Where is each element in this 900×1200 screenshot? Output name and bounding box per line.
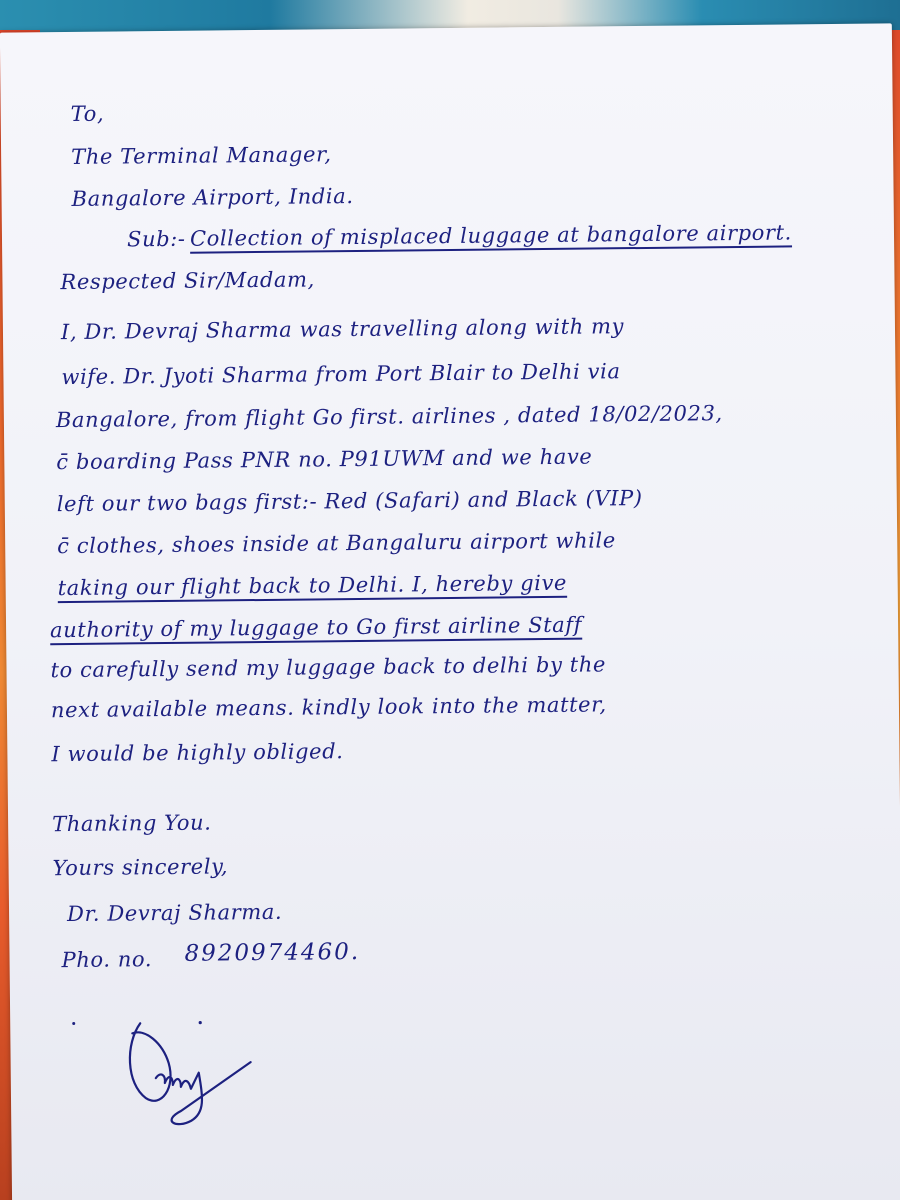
- subject-text: Collection of misplaced luggage at bangalore airport.: [189, 220, 793, 251]
- recipient-title: The Terminal Manager,: [71, 142, 332, 169]
- body-line: Bangalore, from flight Go first. airlines , dated 18/02/2023,: [55, 401, 723, 433]
- body-line: authority of my luggage to Go first airline Staff: [49, 612, 583, 643]
- greeting: Respected Sir/Madam,: [60, 267, 316, 295]
- phone-number: 8920974460.: [184, 938, 361, 967]
- stray-ink-dot: [72, 1022, 75, 1025]
- body-line: to carefully send my luggage back to delhi by the: [50, 652, 607, 683]
- closing-sincerely: Yours sincerely,: [52, 854, 229, 881]
- recipient-place: Bangalore Airport, India.: [71, 184, 354, 211]
- body-line: left our two bags first:- Red (Safari) and Black (VIP): [56, 485, 643, 517]
- body-line: I, Dr. Devraj Sharma was travelling along with my: [60, 314, 625, 345]
- sender-name: Dr. Devraj Sharma.: [66, 899, 283, 927]
- body-line: c̄ clothes, shoes inside at Bangaluru airport while: [57, 528, 616, 559]
- signature: [120, 1002, 271, 1134]
- closing-thanks: Thanking You.: [52, 810, 212, 837]
- body-line: I would be highly obliged.: [51, 739, 344, 767]
- phone-label: Pho. no.: [61, 947, 153, 973]
- body-line: c̄ boarding Pass PNR no. P91UWM and we have: [56, 444, 593, 475]
- body-line: taking our flight back to Delhi. I, hereby give: [57, 570, 568, 601]
- body-line: wife. Dr. Jyoti Sharma from Port Blair to Delhi via: [61, 359, 621, 390]
- letter-paper: [0, 23, 900, 1200]
- body-line: next available means. kindly look into the matter,: [50, 692, 607, 723]
- subject-label: Sub:-: [126, 226, 186, 252]
- salutation-to: To,: [70, 101, 105, 126]
